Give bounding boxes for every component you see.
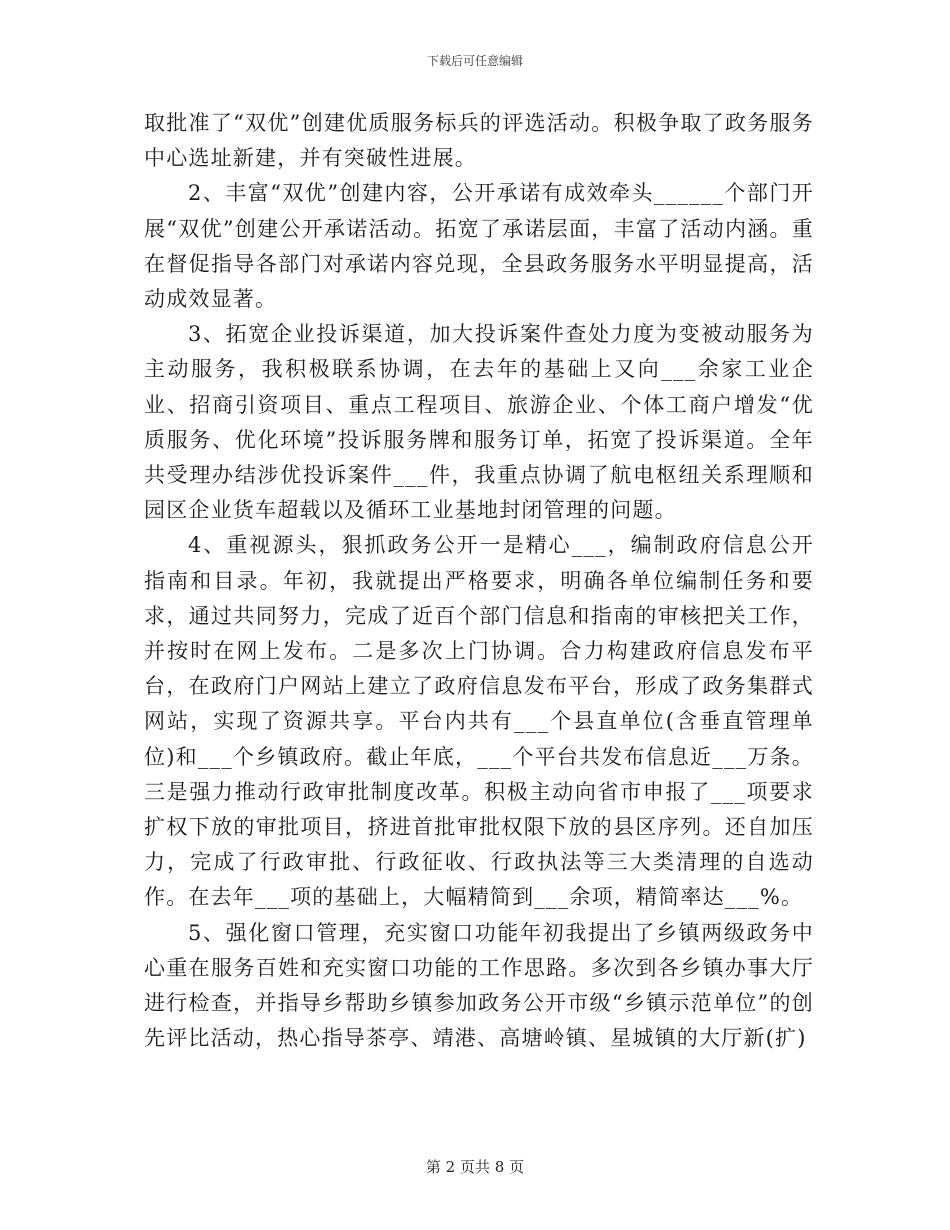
- paragraph-3: 3、拓宽企业投诉渠道，加大投诉案件查处力度为变被动服务为主动服务，我积极联系协调，在去年的基础上又向___余家工业企业、招商引资项目、重点工程项目、旅游企业、个体工商户增发“优质服务、优化环境”投诉服务牌和服务订单，拓宽了投诉渠道。全年共受理办结涉优投诉案件___件，我重点协调了航电枢纽关系理顺和园区企业货车超载以及循环工业基地封闭管理的问题。: [144, 322, 814, 523]
- page-footer: 第 2 页共 8 页: [425, 1158, 525, 1176]
- paragraph-5: 5、强化窗口管理，充实窗口功能年初我提出了乡镇两级政务中心重在服务百姓和充实窗口功能的工作思路。多次到各乡镇办事大厅进行检查，并指导乡帮助乡镇参加政务公开市级“乡镇示范单位”的创先评比活动，热心指导茶亭、靖港、高塘岭镇、星城镇的大厅新(扩): [144, 920, 814, 1051]
- page-header: 下载后可任意编辑: [426, 54, 523, 68]
- document-body: [144, 106, 814, 1056]
- paragraph-1: 取批准了“双优”创建优质服务标兵的评选活动。积极争取了政务服务中心选址新建，并有突破性进展。: [144, 111, 814, 171]
- paragraph-2: 2、丰富“双优”创建内容，公开承诺有成效牵头______个部门开展“双优”创建公开承诺活动。拓宽了承诺层面，丰富了活动内涵。重在督促指导各部门对承诺内容兑现，全县政务服务水平明显提高，活动成效显著。: [144, 181, 814, 312]
- paragraph-4: 4、重视源头，狠抓政务公开一是精心___，编制政府信息公开指南和目录。年初，我就提出严格要求，明确各单位编制任务和要求，通过共同努力，完成了近百个部门信息和指南的审核把关工作，并按时在网上发布。二是多次上门协调。合力构建政府信息发布平台，在政府门户网站上建立了政府信息发布平台，形成了政务集群式网站，实现了资源共享。平台内共有___个县直单位(含垂直管理单位)和___个乡镇政府。截止年底，___个平台共发布信息近___万条。三是强力推动行政审批制度改革。积极主动向省市申报了___项要求扩权下放的审批项目，挤进首批审批权限下放的县区序列。还自加压力，完成了行政审批、行政征收、行政执法等三大类清理的自选动作。在去年___项的基础上，大幅精简到___余项，精简率达___%。: [144, 533, 814, 910]
